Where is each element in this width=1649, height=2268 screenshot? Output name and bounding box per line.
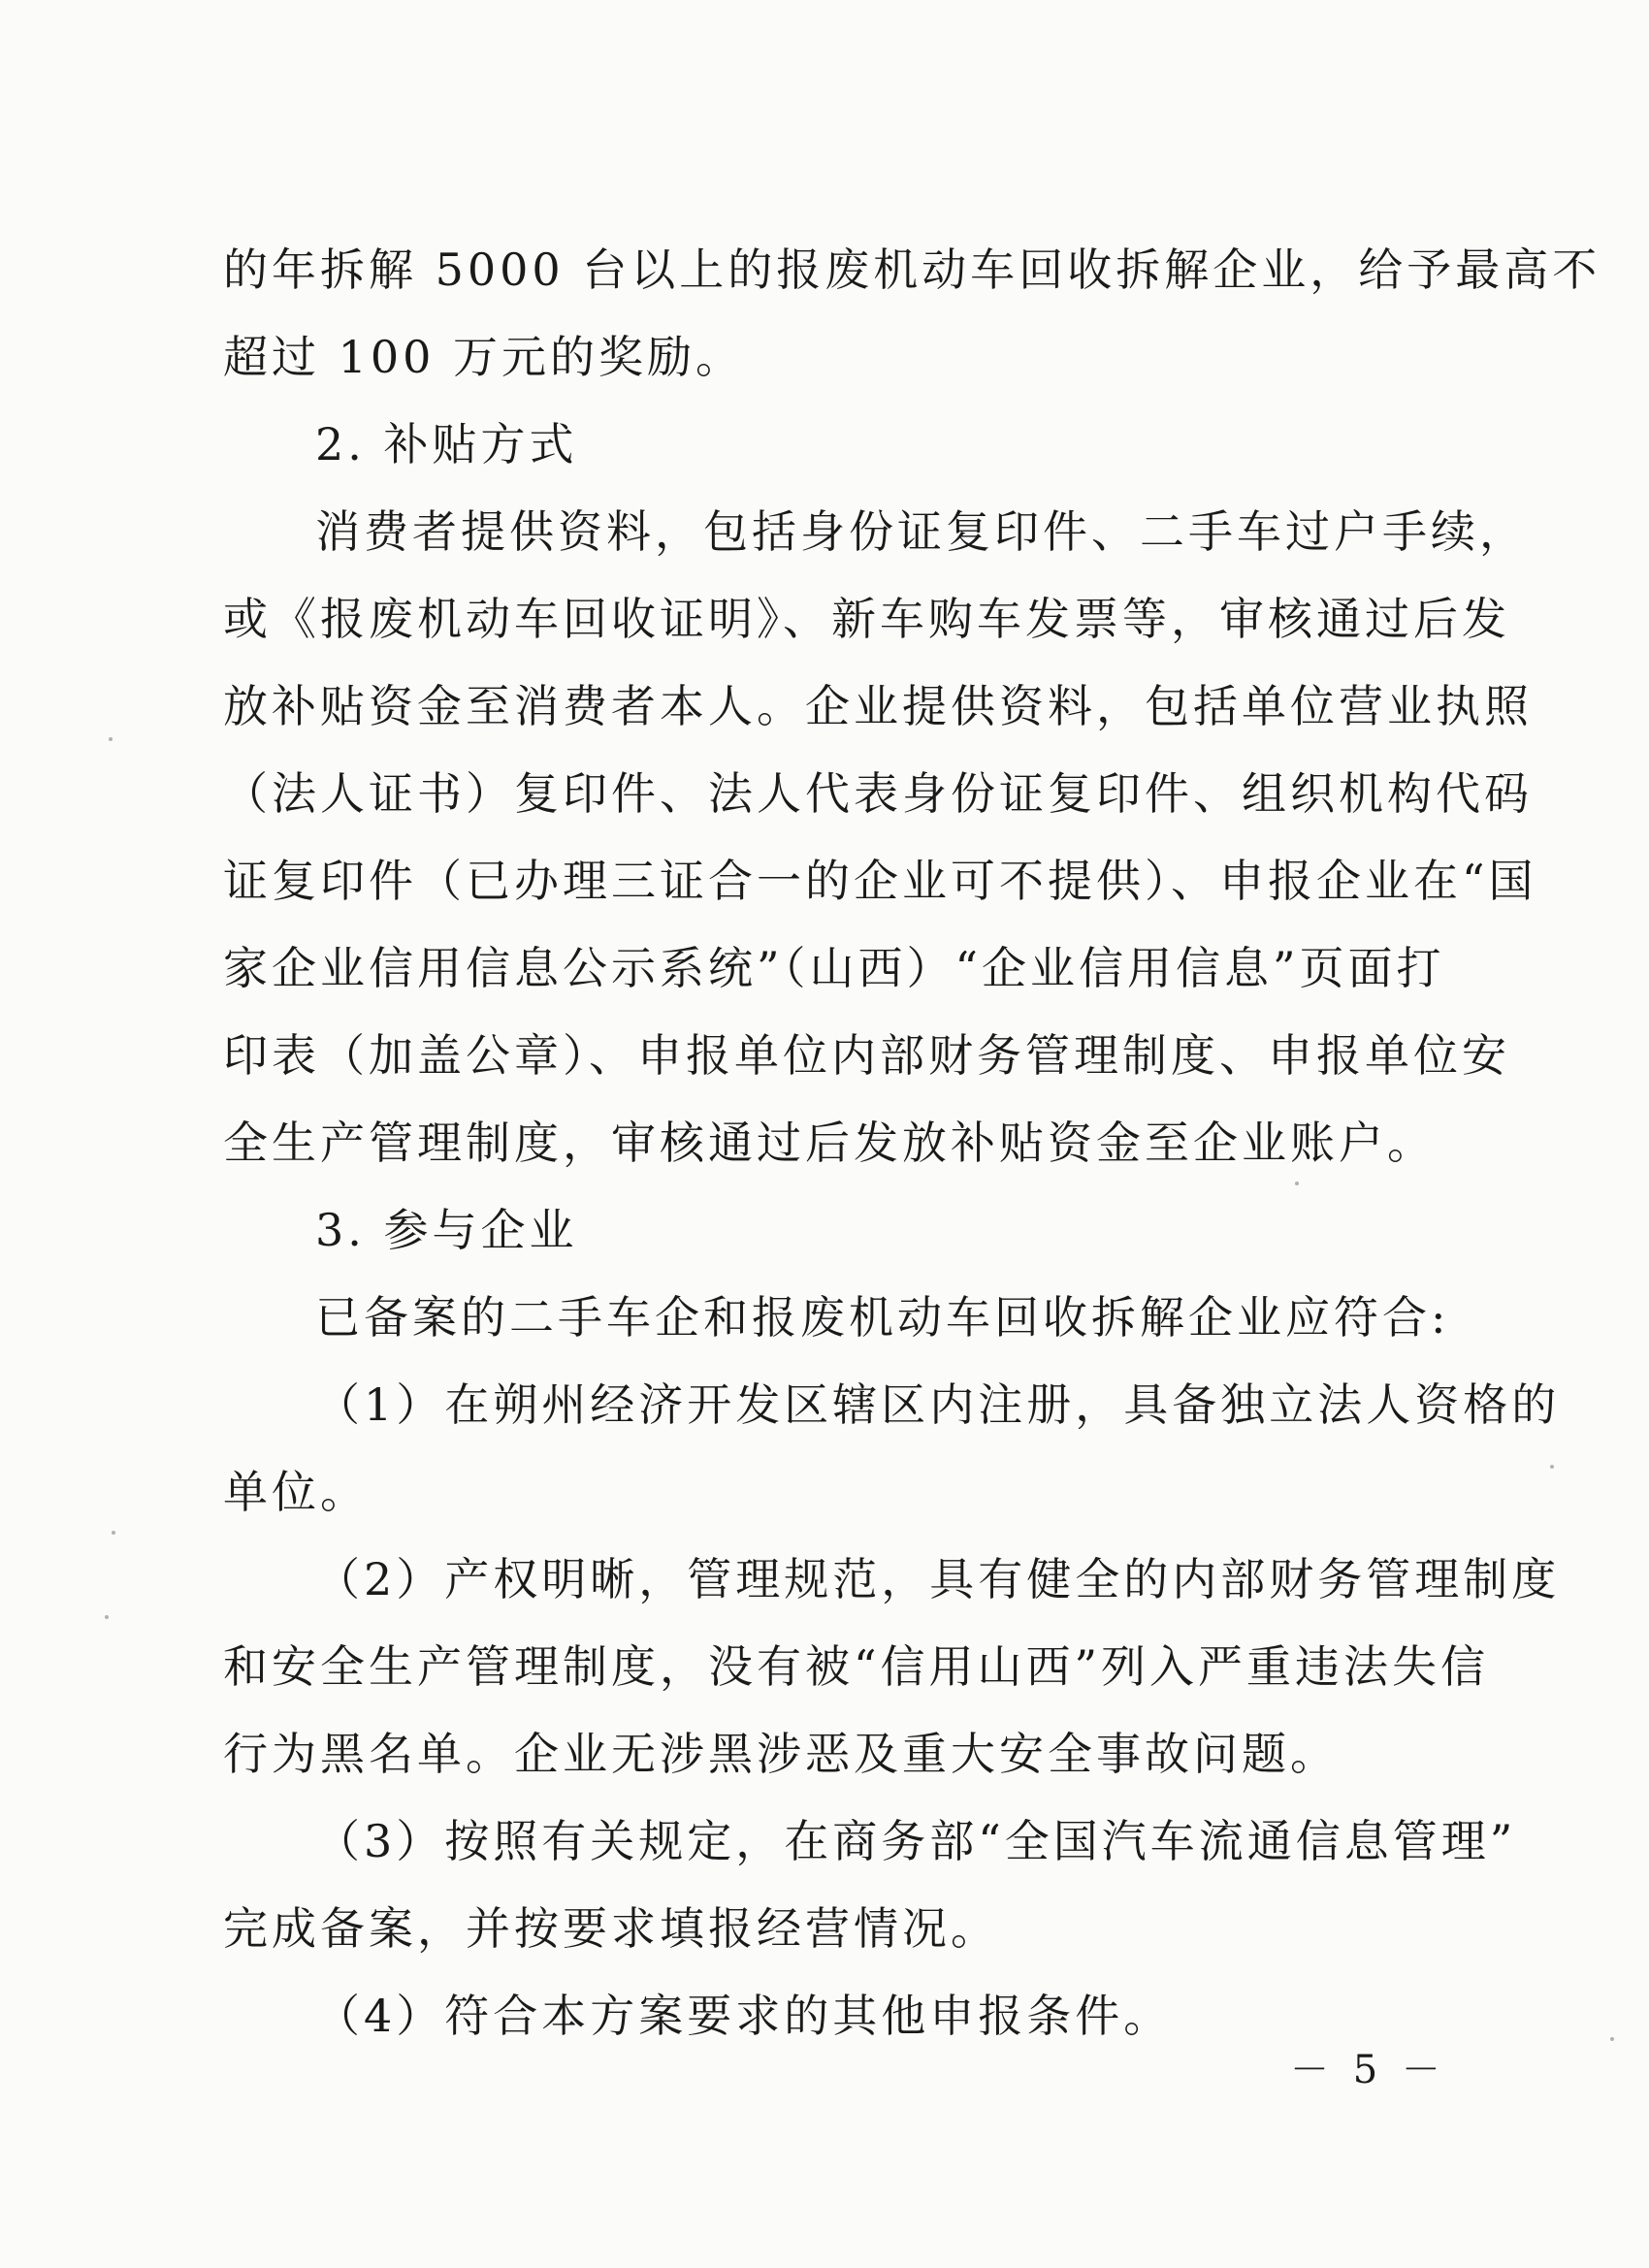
body-line	[0, 764, 1649, 823]
body-line	[0, 1637, 1649, 1696]
list-item-line	[0, 1987, 1649, 2045]
page-number: － 5 －	[1290, 2048, 1446, 2092]
body-line	[0, 939, 1649, 997]
body-line	[0, 1463, 1649, 1521]
line-text: （4）符合本方案要求的其他申报条件。	[315, 1990, 1173, 2042]
line-text: 家企业信用信息公示系统”（山西）“企业信用信息”页面打	[223, 942, 1445, 994]
body-line	[0, 1288, 1649, 1346]
scan-speck	[105, 1615, 109, 1619]
section-heading-text: 3. 参与企业	[315, 1204, 578, 1256]
body-line	[0, 328, 1649, 386]
line-text: 行为黑名单。企业无涉黑涉恶及重大安全事故问题。	[223, 1728, 1339, 1780]
line-text: 证复印件（已办理三证合一的企业可不提供）、申报企业在“国	[223, 855, 1537, 907]
scan-speck	[109, 737, 113, 741]
line-text: （3）按照有关规定，在商务部“全国汽车流通信息管理”	[315, 1815, 1517, 1867]
scan-speck	[1295, 1182, 1299, 1185]
line-text: 或《报废机动车回收证明》、新车购车发票等，审核通过后发	[223, 593, 1510, 645]
line-text: 超过 100 万元的奖励。	[223, 331, 745, 383]
list-item-line	[0, 1812, 1649, 1870]
section-heading	[0, 1201, 1649, 1259]
line-text: （1）在朔州经济开发区辖区内注册，具备独立法人资格的	[315, 1378, 1561, 1431]
line-text: 印表（加盖公章）、申报单位内部财务管理制度、申报单位安	[223, 1029, 1510, 1082]
scan-speck	[1550, 1465, 1554, 1469]
body-line	[0, 502, 1649, 561]
section-heading	[0, 415, 1649, 473]
body-line	[0, 241, 1649, 299]
section-heading-text: 2. 补贴方式	[315, 418, 578, 470]
line-text: 单位。	[223, 1466, 369, 1518]
body-line	[0, 1725, 1649, 1783]
body-line	[0, 1026, 1649, 1085]
body-line	[0, 590, 1649, 648]
line-text: 的年拆解 5000 台以上的报废机动车回收拆解企业，给予最高不	[223, 243, 1601, 296]
body-line	[0, 1899, 1649, 1958]
line-text: （2）产权明晰，管理规范，具有健全的内部财务管理制度	[315, 1553, 1561, 1605]
body-line	[0, 1114, 1649, 1172]
line-text: 完成备案，并按要求填报经营情况。	[223, 1902, 999, 1955]
line-text: （法人证书）复印件、法人代表身份证复印件、组织机构代码	[223, 767, 1533, 820]
line-text: 消费者提供资料，包括身份证复印件、二手车过户手续，	[315, 505, 1528, 558]
body-line	[0, 677, 1649, 735]
scan-speck	[1610, 2037, 1614, 2041]
list-item-line	[0, 1550, 1649, 1608]
list-item-line	[0, 1376, 1649, 1434]
line-text: 和安全生产管理制度，没有被“信用山西”列入严重违法失信	[223, 1640, 1490, 1693]
line-text: 放补贴资金至消费者本人。企业提供资料，包括单位营业执照	[223, 680, 1533, 732]
line-text: 已备案的二手车企和报废机动车回收拆解企业应符合:	[315, 1291, 1450, 1344]
line-text: 全生产管理制度，审核通过后发放补贴资金至企业账户。	[223, 1117, 1436, 1169]
body-line	[0, 852, 1649, 910]
scan-speck	[112, 1531, 115, 1535]
